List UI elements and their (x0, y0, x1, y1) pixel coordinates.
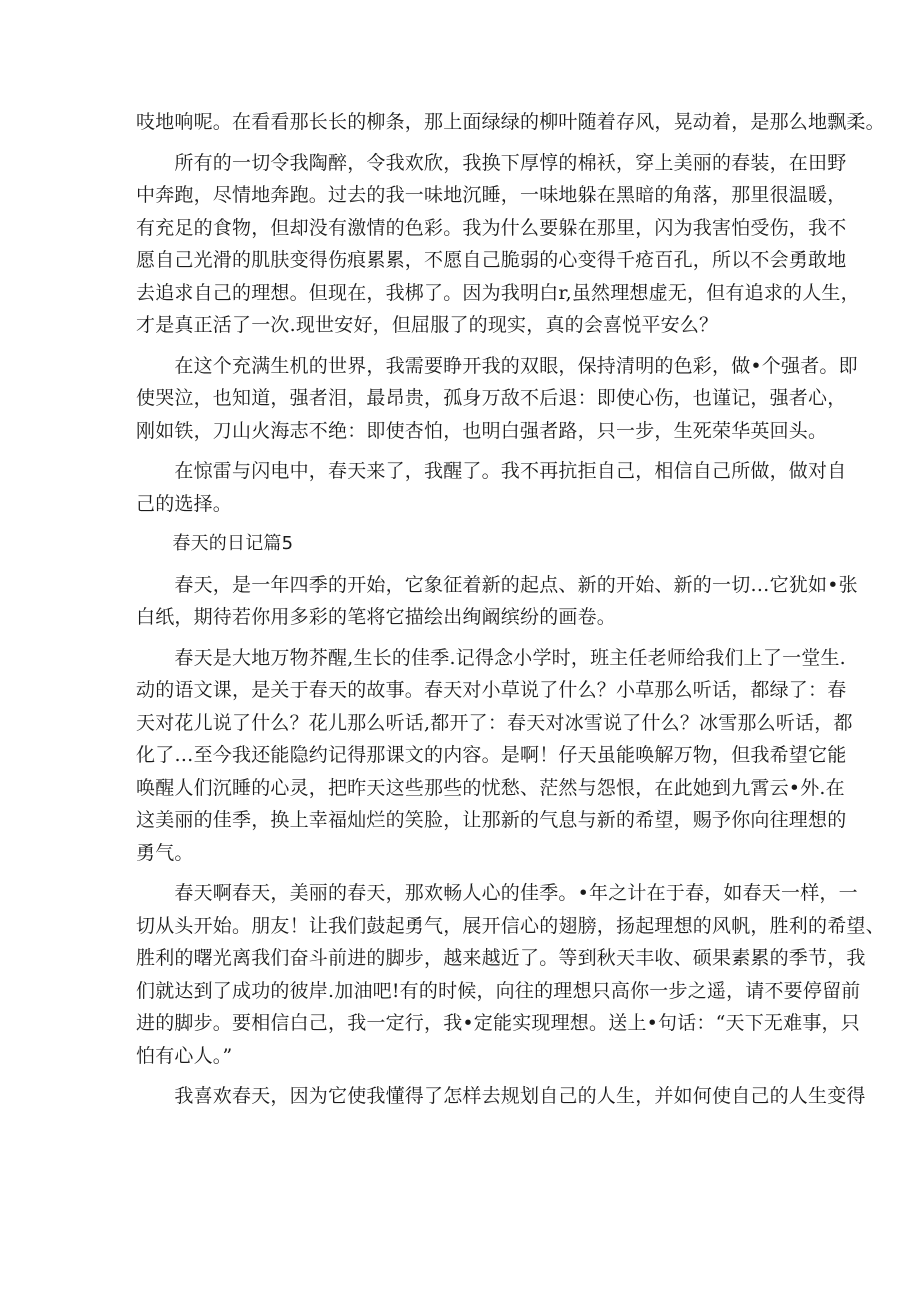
text-line: 勇气。 (136, 841, 194, 864)
text-line: 胜利的曙光离我们奋斗前进的脚步，越来越近了。等到秋天丰收、硕果素累的季节，我 (136, 947, 866, 969)
section-heading (136, 528, 786, 561)
text-line: 在这个充满生机的世界，我需要睁开我的双眼，保持清明的色彩，做•个强者。即 (136, 354, 858, 377)
text-line: 唤醒人们沉睡的心灵，把昨天这些那些的忧愁、茫然与怨恨，在此她到九霄云•外.在 (136, 776, 845, 799)
text-line: 去追求自己的理想。但现在，我梆了。因为我明白r,虽然理想虚无，但有追求的人生， (136, 281, 860, 304)
text-line: 进的脚步。要相信白己，我一定行，我•定能实现理想。送上•句话：“天下无难事，只 (136, 1012, 860, 1034)
text-line: 春天啊春天，美丽的春天，那欢畅人心的佳季。•年之计在于春，如春天一样，一 (136, 882, 858, 904)
text-line: 白纸，期待若你用多彩的笔将它描绘出绚阚缤纷的画卷。 (136, 606, 617, 628)
text-line: 吱地响呢。在看看那长长的柳条，那上面绿绿的柳叶随着存风，晃动着，是那么地飘柔。 (136, 111, 885, 133)
text-line: 这美丽的佳季，换上幸福灿烂的笑脸，让那新的气息与新的希望，赐予你向往理想的 (136, 809, 847, 831)
text-line: 化了…至今我还能隐约记得那课文的内容。是啊！仔天虽能唤解万物，但我希望它能 (136, 744, 847, 766)
text-line: 春天，是一年四季的开始，它象征着新的起点、新的开始、新的一切…它犹如•张 (136, 573, 858, 596)
document-body (136, 106, 885, 1113)
paragraph-6 (136, 642, 853, 870)
text-line: 在惊雷与闪电中，春天来了，我醒了。我不再抗拒自己，相信自己所做，做对自 (136, 460, 847, 482)
text-line: 中奔跑，尽情地奔跑。过去的我一味地沉睡，一味地躲在黑暗的角落，那里很温暖， (136, 184, 847, 206)
text-line: 们就达到了成功的彼岸.加油吧!有的时候，向往的理想只高你一步之遥，请不要停留前 (136, 979, 861, 1002)
text-line: 天对花儿说了什么？花儿那么听话,都开了：春天对冰雪说了什么？冰雪那么听话，都 (136, 711, 853, 734)
heading-text: 春天的日记篇5 (136, 533, 294, 554)
text-line: 愿自己光滑的肌肤变得伤痕累累，不愿自己脆弱的心变得千疮百孔，所以不会勇敢地 (136, 249, 847, 271)
paragraph-5 (136, 569, 858, 634)
text-line: 所有的一切令我陶醉，令我欢欣，我换下厚惇的棉袄，穿上美丽的春装，在田野 (136, 151, 847, 174)
text-line: 春天是大地万物芥醒,生长的佳季.记得念小学时，班主任老师给我们上了一堂生. (136, 646, 846, 669)
paragraph-1 (136, 106, 885, 139)
text-line: 怕有心人。” (136, 1044, 233, 1067)
paragraph-7 (136, 877, 885, 1072)
text-line: 切从头开始。朋友！让我们鼓起勇气，展开信心的翅膀，扬起理想的风帆，胜利的希望、 (136, 914, 885, 937)
text-line: 才是真正活了一次.现世安好，但屈服了的现实，真的会喜悦平安么？ (136, 314, 719, 336)
text-line: 动的语文课，是关于春天的故事。春天对小草说了什么？小草那么听话，都绿了：春 (136, 679, 847, 701)
paragraph-3 (136, 350, 858, 448)
text-line: 使哭泣，也知道，强者泪，最昂贵，孤身万敌不后退：即使心伤，也谨记，强者心， (136, 387, 847, 409)
text-line: 我喜欢春天，因为它使我懂得了怎样去规划自己的人生，并如何使自己的人生变得 (136, 1085, 866, 1107)
text-line: 刚如铁，刀山火海志不绝：即使杏怕，也明白强者路，只一步，生死荣华英回头。 (136, 419, 828, 442)
text-line: 有充足的食物，但却没有激情的色彩。我为什么要躲在那里，闪为我害怕受伤，我不 (136, 216, 847, 239)
paragraph-2 (136, 147, 860, 342)
paragraph-8 (136, 1080, 866, 1113)
text-line: 己的选择。 (136, 492, 233, 515)
paragraph-4 (136, 455, 847, 520)
